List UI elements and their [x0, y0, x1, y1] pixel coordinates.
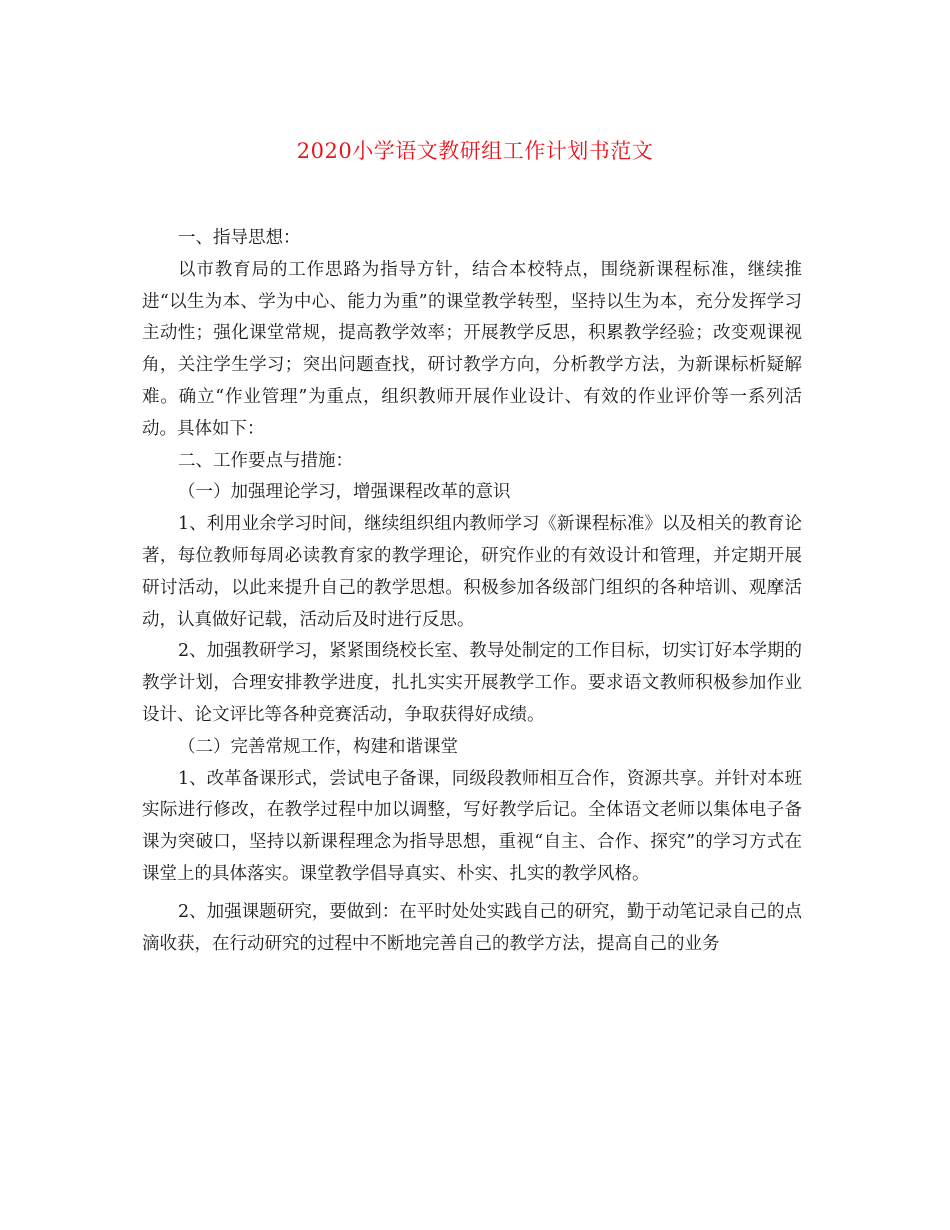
subsection-heading-theory-study: （一）加强理论学习，增强课程改革的意识: [178, 482, 511, 503]
document-body: [142, 223, 802, 960]
subsection-heading-routine-work: （二）完善常规工作，构建和谐课堂: [178, 736, 458, 757]
paragraph-routine-work-2: 2、加强课题研究，要做到：在平时处处实践自己的研究，勤于动笔记录自己的点滴收获，在行动研究的过程中不断地完善自己的教学方法，提高自己的业务: [142, 901, 802, 954]
section-heading-guiding-ideology: 一、指导思想：: [178, 228, 301, 248]
paragraph-theory-study-1: 1、利用业余学习时间，继续组织组内教师学习《新课程标准》以及相关的教育论著，每位教师每周必读教育家的教学理论，研究作业的有效设计和管理，并定期开展研讨活动，以此来提升自己的教学思想。积极参加各级部门组织的各种培训、观摩活动，认真做好记载，活动后及时进行反思。: [142, 514, 802, 630]
section-heading-work-points: 二、工作要点与措施：: [178, 450, 353, 471]
paragraph-routine-work-1: 1、改革备课形式，尝试电子备课，同级段教师相互合作，资源共享。并针对本班实际进行修改，在教学过程中加以调整，写好教学后记。全体语文老师以集体电子备课为突破口，坚持以新课程理念为指导思想，重视“自主、合作、探究”的学习方式在课堂上的具体落实。课堂教学倡导真实、朴实、扎实的教学风格。: [142, 768, 802, 884]
paragraph-theory-study-2: 2、加强教研学习，紧紧围绕校长室、教导处制定的工作目标，切实订好本学期的教学计划，合理安排教学进度，扎扎实实开展教学工作。要求语文教师积极参加作业设计、论文评比等各种竞赛活动，争取获得好成绩。: [142, 641, 802, 725]
document-title: 2020小学语文教研组工作计划书范文: [296, 139, 654, 163]
paragraph-guiding-ideology: 以市教育局的工作思路为指导方针，结合本校特点，围绕新课程标准，继续推进“以生为本、学为中心、能力为重”的课堂教学转型，坚持以生为本，充分发挥学习主动性；强化课堂常规，提高教学效率；开展教学反思，积累教学经验；改变观课视角，关注学生学习；突出问题查找，研讨教学方向，分析教学方法，为新课标析疑解难。确立“作业管理”为重点，组织教师开展作业设计、有效的作业评价等一系列活动。具体如下：: [142, 259, 802, 439]
